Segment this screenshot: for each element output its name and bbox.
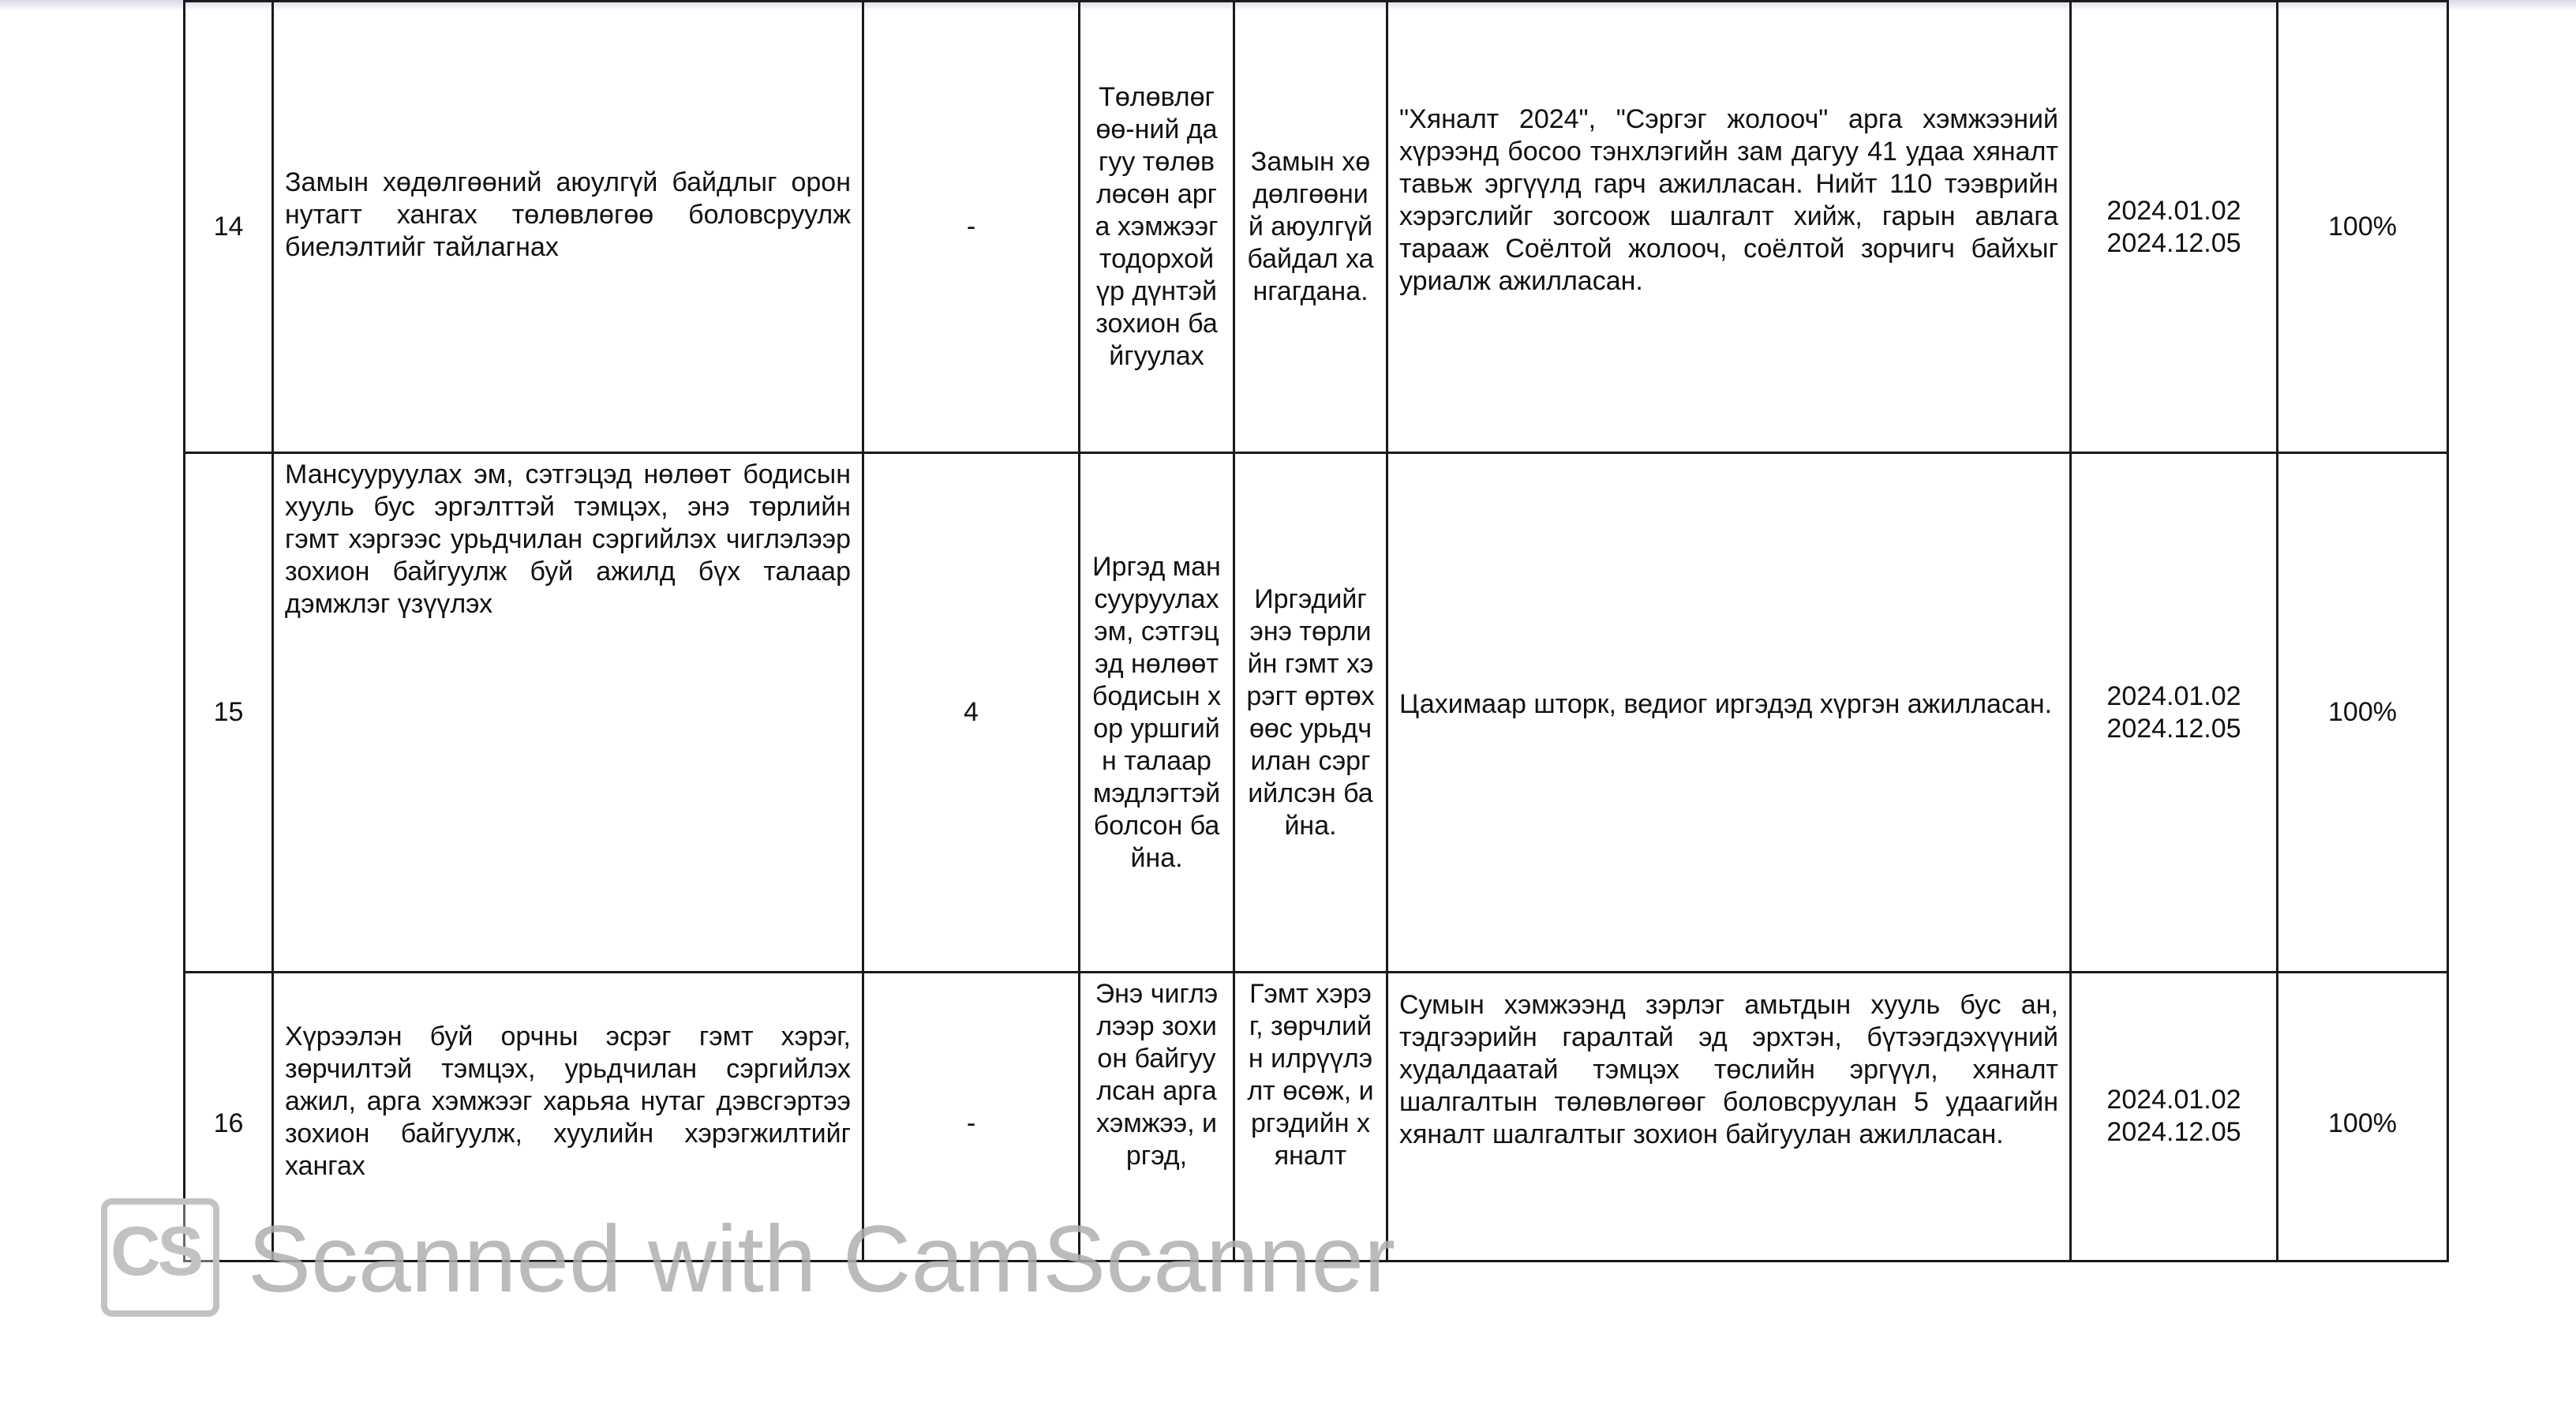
date-end: 2024.12.05 (2106, 713, 2241, 744)
outcome-cell: Замын хөдөлгөөний аюулгүй байдал хангагдана. (1234, 2, 1387, 453)
row-number: 14 (185, 2, 273, 453)
count-cell: - (863, 2, 1080, 453)
date-cell (2071, 2, 2278, 453)
task-cell: Мансууруулах эм, сэтгэцэд нөлөөт бодисын хууль бус эргэлттэй тэмцэх, энэ төрлийн гэмт хэргээс урьдчилан сэргийлэх чиглэлээр зохион байгуулж буй ажилд бүх талаар дэмжлэг үзүүлэх (273, 453, 863, 973)
row-number: 15 (185, 453, 273, 973)
date-start: 2024.01.02 (2106, 195, 2241, 226)
action-cell: Цахимаар шторк, ведиог иргэдэд хүргэн ажилласан. (1387, 453, 2071, 973)
date-end: 2024.12.05 (2106, 227, 2241, 258)
task-cell: Хүрээлэн буй орчны эсрэг гэмт хэрэг, зөрчилтэй тэмцэх, урьдчилан сэргийлэх ажил, арга хэмжээг харьяа нутаг дэвсгэртээ зохион байгуулж, хуулийн хэрэгжилтийг хангах (273, 973, 863, 1261)
outcome-cell: Иргэдийг энэ төрлийн гэмт хэрэгт өртөхөөс урьдчилан сэргийлсэн байна. (1234, 453, 1387, 973)
date-start: 2024.01.02 (2106, 680, 2241, 711)
date-end: 2024.12.05 (2106, 1117, 2241, 1147)
measure-cell: Энэ чиглэлээр зохион байгуулсан арга хэмжээ, иргэд, (1080, 973, 1234, 1261)
action-cell: Сумын хэмжээнд зэрлэг амьтдын хууль бус ан, тэдгээрийн гаралтай эд эрхтэн, бүтээгдэхүүний худалдаатай тэмцэх төслийн эргүүл, хяналт шалгалтын төлөвлөгөөг боловсруулан 5 удаагийн хяналт шалгалтыг зохион байгуулан ажилласан. (1387, 973, 2071, 1261)
action-cell: "Хяналт 2024", "Сэргэг жолооч" арга хэмжээний хүрээнд босоо тэнхлэгийн зам дагуу 41 удаа хяналт тавьж эргүүлд гарч ажилласан. Нийт 110 тээврийн хэрэгслийг зогсоож шалгалт хийж, гарын авлага тарааж Соёлтой жолооч, соёлтой зорчигч байхыг уриалж ажилласан. (1387, 2, 2071, 453)
outcome-cell: Гэмт хэрэг, зөрчлийн илрүүлэлт өсөж, иргэдийн хяналт (1234, 973, 1387, 1261)
date-cell (2071, 453, 2278, 973)
camscanner-logo-text: CS (110, 1212, 201, 1290)
count-cell: 4 (863, 453, 1080, 973)
camscanner-logo (101, 1198, 219, 1317)
measure-cell: Төлөвлөгөө-ний дагуу төлөвлөсөн арга хэмжээг тодорхой үр дүнтэй зохион байгуулах (1080, 2, 1234, 453)
report-table (183, 0, 2449, 1262)
percent-cell: 100% (2278, 453, 2448, 973)
count-cell: - (863, 973, 1080, 1261)
measure-cell: Иргэд мансууруулах эм, сэтгэцэд нөлөөт бодисын хор уршгийн талаар мэдлэгтэй болсон байна. (1080, 453, 1234, 973)
table-row (185, 453, 2448, 973)
date-cell (2071, 973, 2278, 1261)
date-start: 2024.01.02 (2106, 1085, 2241, 1115)
table-row (185, 2, 2448, 453)
row-number: 16 (185, 973, 273, 1261)
watermark-text: Scanned with CamScanner (248, 1206, 1396, 1312)
task-cell: Замын хөдөлгөөний аюулгүй байдлыг орон нутагт хангах төлөвлөгөө боловсруулж биелэлтийг тайлагнах (273, 2, 863, 453)
percent-cell: 100% (2278, 973, 2448, 1261)
percent-cell: 100% (2278, 2, 2448, 453)
camscanner-watermark (101, 1192, 1396, 1318)
